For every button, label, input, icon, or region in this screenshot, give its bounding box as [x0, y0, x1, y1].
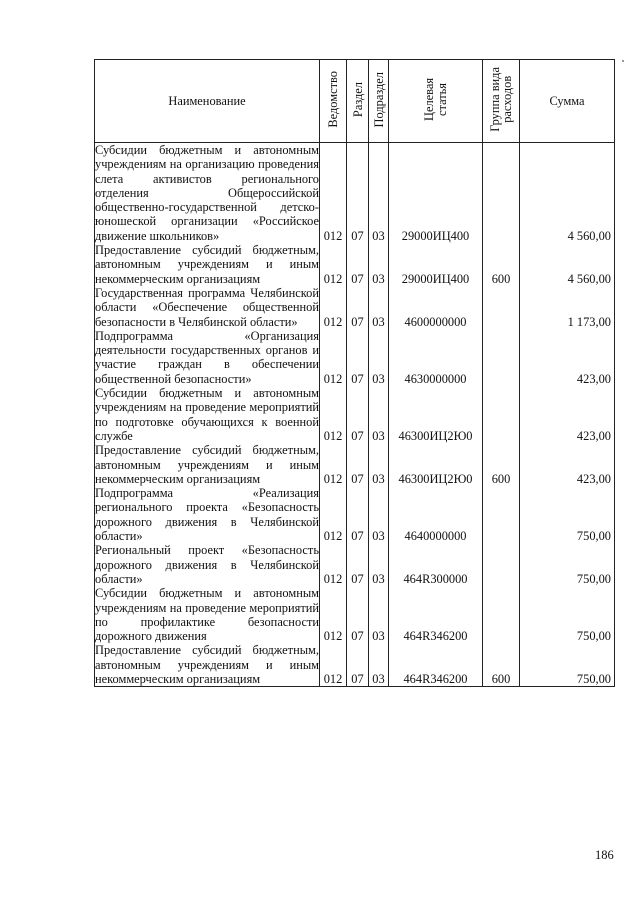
row-dept: 012 — [320, 643, 347, 686]
row-subsection: 03 — [369, 286, 389, 329]
row-group — [483, 329, 520, 386]
row-name: Субсидии бюджетным и автономным учреждениям на организацию проведения слета активистов регионального отделения Общероссийской общественно-государственной детско-юношеской организации «Российское движение школьников» — [95, 143, 319, 243]
row-target: 29000ИЦ400 — [389, 243, 483, 286]
row-sum: 1 173,00 — [520, 286, 615, 329]
row-target: 29000ИЦ400 — [389, 143, 483, 244]
row-dept: 012 — [320, 443, 347, 486]
row-name: Подпрограмма «Реализация регионального проекта «Безопасность дорожного движения в Челябинской области» — [95, 486, 319, 544]
table-row — [95, 543, 615, 586]
row-target: 4600000000 — [389, 286, 483, 329]
header-expense-group: Группа вида расходов — [483, 60, 520, 143]
row-group — [483, 586, 520, 643]
row-subsection: 03 — [369, 643, 389, 686]
row-dept: 012 — [320, 329, 347, 386]
row-target: 464R300000 — [389, 543, 483, 586]
row-dept: 012 — [320, 586, 347, 643]
row-sum: 423,00 — [520, 443, 615, 486]
row-name: Государственная программа Челябинской области «Обеспечение общественной безопасности в Челябинской области» — [95, 285, 319, 329]
row-dept: 012 — [320, 286, 347, 329]
row-group: 600 — [483, 243, 520, 286]
row-subsection: 03 — [369, 143, 389, 244]
row-name: Региональный проект «Безопасность дорожного движения в Челябинской области» — [95, 543, 319, 586]
row-target: 464R346200 — [389, 586, 483, 643]
row-name: Предоставление субсидий бюджетным, автономным учреждениям и иным некоммерческим организациям — [95, 643, 319, 686]
row-target: 4630000000 — [389, 329, 483, 386]
header-target-article: Целевая статья — [389, 60, 483, 143]
row-sum: 750,00 — [520, 486, 615, 543]
row-sum: 4 560,00 — [520, 243, 615, 286]
header-sum: Сумма — [520, 60, 615, 143]
row-section: 07 — [347, 143, 369, 244]
row-subsection: 03 — [369, 586, 389, 643]
row-group — [483, 543, 520, 586]
header-subsection: Подраздел — [369, 60, 389, 143]
row-target: 464R346200 — [389, 643, 483, 686]
row-section: 07 — [347, 386, 369, 443]
table-row — [95, 329, 615, 386]
row-subsection: 03 — [369, 486, 389, 543]
row-dept: 012 — [320, 243, 347, 286]
row-group: 600 — [483, 643, 520, 686]
row-group — [483, 286, 520, 329]
table-row — [95, 143, 615, 244]
row-name: Подпрограмма «Организация деятельности государственных органов и участие граждан в обеспечении общественной безопасности» — [95, 328, 319, 386]
row-section: 07 — [347, 543, 369, 586]
row-section: 07 — [347, 586, 369, 643]
table-row — [95, 443, 615, 486]
row-sum: 750,00 — [520, 586, 615, 643]
page-number: 186 — [595, 848, 614, 862]
row-dept: 012 — [320, 486, 347, 543]
row-section: 07 — [347, 286, 369, 329]
row-sum: 750,00 — [520, 543, 615, 586]
row-sum: 423,00 — [520, 329, 615, 386]
row-section: 07 — [347, 643, 369, 686]
row-name: Субсидии бюджетным и автономным учреждениям на проведение мероприятий по подготовке обучающихся к военной службе — [95, 386, 319, 443]
table-row — [95, 586, 615, 643]
header-dept: Ведомство — [320, 60, 347, 143]
scan-speck — [622, 60, 624, 62]
row-dept: 012 — [320, 386, 347, 443]
row-subsection: 03 — [369, 386, 389, 443]
row-group: 600 — [483, 443, 520, 486]
row-group — [483, 386, 520, 443]
row-dept: 012 — [320, 143, 347, 244]
row-dept: 012 — [320, 543, 347, 586]
row-name: Предоставление субсидий бюджетным, автономным учреждениям и иным некоммерческим организациям — [95, 443, 319, 486]
row-target: 46300ИЦ2Ю0 — [389, 386, 483, 443]
row-section: 07 — [347, 329, 369, 386]
row-group — [483, 486, 520, 543]
row-sum: 750,00 — [520, 643, 615, 686]
row-section: 07 — [347, 486, 369, 543]
table-row — [95, 386, 615, 443]
row-name: Субсидии бюджетным и автономным учреждениям на проведение мероприятий по профилактике безопасности дорожного движения — [95, 586, 319, 644]
row-name: Предоставление субсидий бюджетным, автономным учреждениям и иным некоммерческим организациям — [95, 243, 319, 286]
table-row — [95, 486, 615, 543]
table-header-row — [95, 60, 615, 143]
row-subsection: 03 — [369, 443, 389, 486]
table-row — [95, 286, 615, 329]
row-group — [483, 143, 520, 244]
budget-table — [94, 59, 615, 687]
row-section: 07 — [347, 443, 369, 486]
table-row — [95, 243, 615, 286]
table-row — [95, 643, 615, 686]
row-target: 4640000000 — [389, 486, 483, 543]
row-target: 46300ИЦ2Ю0 — [389, 443, 483, 486]
row-subsection: 03 — [369, 329, 389, 386]
header-section: Раздел — [347, 60, 369, 143]
row-sum: 423,00 — [520, 386, 615, 443]
row-subsection: 03 — [369, 243, 389, 286]
row-sum: 4 560,00 — [520, 143, 615, 244]
header-name: Наименование — [95, 60, 320, 143]
row-subsection: 03 — [369, 543, 389, 586]
row-section: 07 — [347, 243, 369, 286]
